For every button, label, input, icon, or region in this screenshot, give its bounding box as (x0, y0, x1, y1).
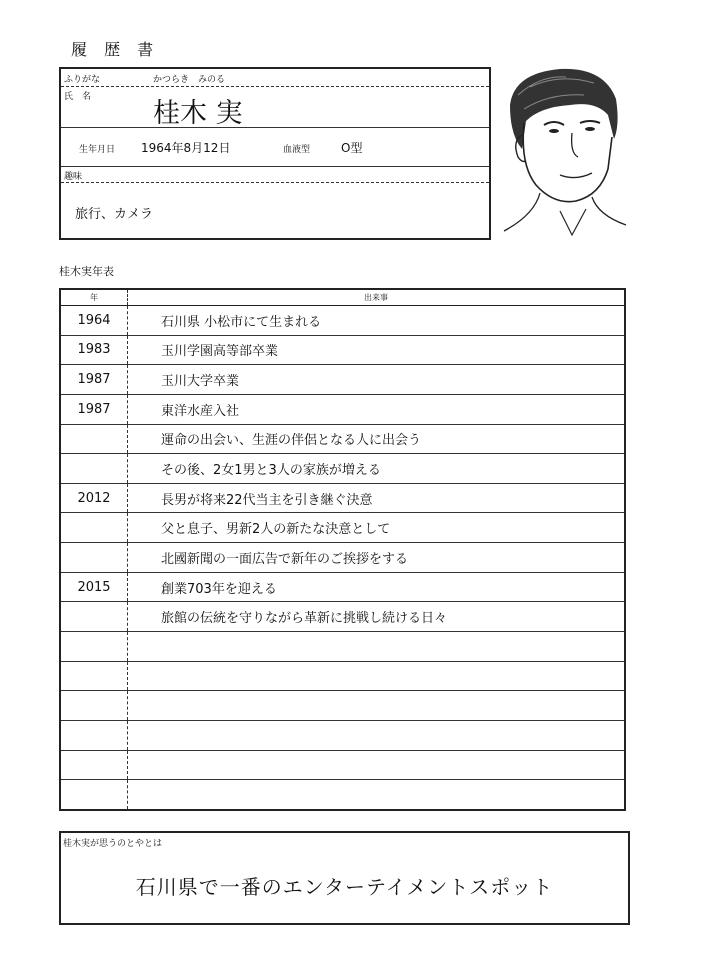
event-cell: 玉川大学卒業 (128, 365, 626, 395)
year-cell (60, 602, 128, 632)
event-cell: その後、2女1男と3人の家族が増える (128, 454, 626, 484)
name-label: 氏 名 (64, 92, 92, 102)
hobby-label-row (61, 167, 489, 183)
name-value: 桂木 実 (153, 98, 243, 129)
year-header: 年 (60, 289, 128, 306)
table-row (60, 691, 625, 721)
event-cell (128, 780, 626, 810)
year-cell: 1987 (60, 394, 128, 424)
table-row (60, 602, 625, 632)
event-header: 出来事 (128, 289, 626, 306)
hobby-row (61, 183, 489, 238)
table-row (60, 632, 625, 662)
event-cell: 長男が将来22代当主を引き継ぐ決意 (128, 483, 626, 513)
table-row (60, 365, 625, 395)
table-row (60, 424, 625, 454)
event-cell: 玉川学園高等部卒業 (128, 335, 626, 365)
year-cell (60, 780, 128, 810)
motto-label: 桂木実が思うのとやとは (63, 839, 163, 849)
event-cell (128, 632, 626, 662)
table-row (60, 750, 625, 780)
year-cell: 1987 (60, 365, 128, 395)
event-cell: 創業703年を迎える (128, 572, 626, 602)
event-cell (128, 661, 626, 691)
year-cell (60, 661, 128, 691)
document-title: 履 歴 書 (71, 40, 160, 59)
table-row (60, 720, 625, 750)
table-row (60, 335, 625, 365)
hobby-value: 旅行、カメラ (75, 207, 154, 222)
year-cell (60, 424, 128, 454)
year-cell (60, 720, 128, 750)
event-cell (128, 750, 626, 780)
timeline-header-row (60, 289, 625, 306)
year-cell: 2015 (60, 572, 128, 602)
year-cell (60, 513, 128, 543)
motto-text: 石川県で一番のエンターテイメントスポット (135, 875, 554, 899)
year-cell: 1964 (60, 306, 128, 336)
blood-label: 血液型 (283, 145, 311, 155)
timeline-table (59, 288, 626, 811)
event-cell: 石川県 小松市にて生まれる (128, 306, 626, 336)
event-cell: 運命の出会い、生涯の伴侶となる人に出会う (128, 424, 626, 454)
event-cell (128, 720, 626, 750)
birth-label: 生年月日 (79, 145, 116, 155)
furigana-row (61, 69, 489, 87)
year-cell: 2012 (60, 483, 128, 513)
event-cell: 東洋水産入社 (128, 394, 626, 424)
name-row (61, 87, 489, 128)
table-row (60, 394, 625, 424)
hobby-label: 趣味 (64, 172, 83, 182)
event-cell (128, 691, 626, 721)
table-row (60, 513, 625, 543)
year-cell: 1983 (60, 335, 128, 365)
blood-value: O型 (341, 141, 363, 155)
year-cell (60, 632, 128, 662)
timeline-body (60, 306, 625, 811)
table-row (60, 661, 625, 691)
table-row (60, 483, 625, 513)
motto-box (59, 831, 630, 925)
year-cell (60, 454, 128, 484)
timeline-caption: 桂木実年表 (59, 265, 114, 278)
table-row (60, 543, 625, 573)
birth-row (61, 128, 489, 167)
furigana-label: ふりがな (64, 75, 101, 85)
year-cell (60, 691, 128, 721)
table-row (60, 572, 625, 602)
birth-value: 1964年8月12日 (141, 141, 231, 155)
furigana-value: かつらき みのる (153, 75, 226, 85)
portrait-sketch (500, 65, 628, 237)
event-cell: 父と息子、男新2人の新たな決意として (128, 513, 626, 543)
year-cell (60, 750, 128, 780)
event-cell: 北國新聞の一面広告で新年のご挨拶をする (128, 543, 626, 573)
event-cell: 旅館の伝統を守りながら革新に挑戦し続ける日々 (128, 602, 626, 632)
year-cell (60, 543, 128, 573)
profile-box (59, 67, 491, 240)
table-row (60, 306, 625, 336)
table-row (60, 780, 625, 810)
table-row (60, 454, 625, 484)
